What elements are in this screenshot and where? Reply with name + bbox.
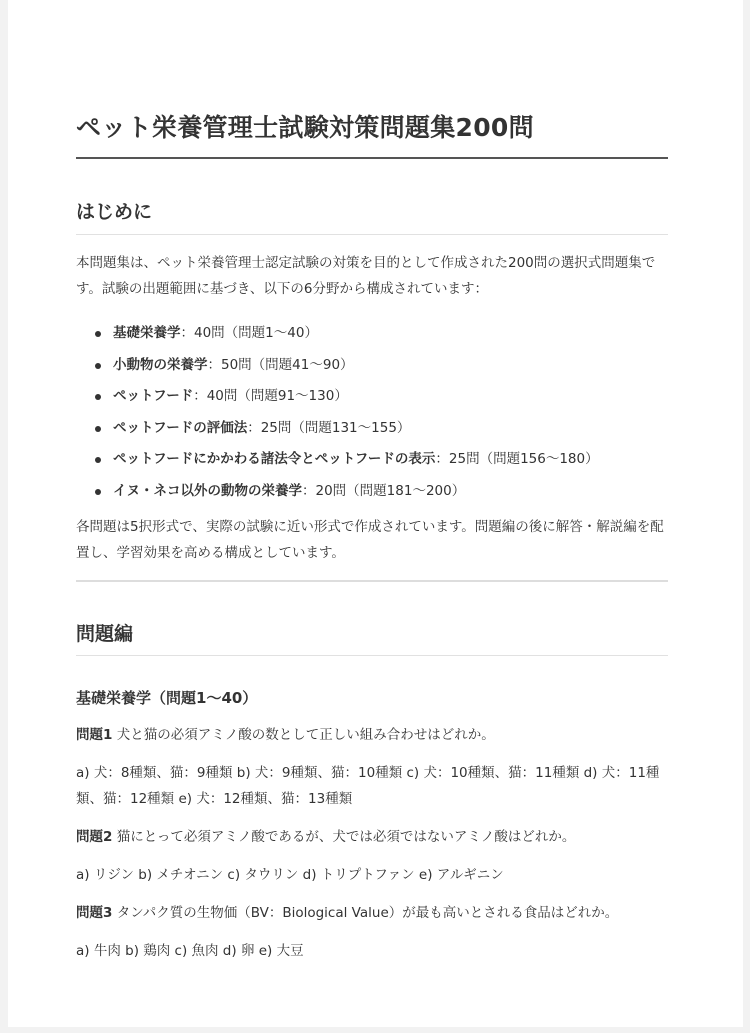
category-detail: ：40問（問題91〜130） bbox=[193, 388, 348, 404]
bullet-icon bbox=[95, 426, 101, 432]
list-item bbox=[76, 318, 668, 350]
question-3 bbox=[76, 900, 668, 926]
list-item bbox=[76, 350, 668, 382]
section-divider bbox=[76, 580, 668, 582]
category-name: 小動物の栄養学 bbox=[113, 356, 208, 373]
category-detail: ：50問（問題41〜90） bbox=[207, 356, 354, 373]
list-item bbox=[76, 476, 668, 508]
question-text: 犬と猫の必須アミノ酸の数として正しい組み合わせはどれか。 bbox=[112, 727, 495, 743]
intro-paragraph: 本問題集は、ペット栄養管理士認定試験の対策を目的として作成された200問の選択式問題集です。試験の出題範囲に基づき、以下の6分野から構成されています： bbox=[76, 255, 656, 297]
list-item bbox=[76, 444, 668, 476]
question-text: タンパク質の生物価（BV：Biological Value）が最も高いとされる食品はどれか。 bbox=[112, 905, 619, 921]
title-divider bbox=[76, 157, 668, 159]
list-item bbox=[76, 413, 668, 445]
bullet-icon bbox=[95, 363, 101, 369]
bullet-icon bbox=[95, 394, 101, 400]
category-detail: ：40問（問題1〜40） bbox=[180, 325, 318, 341]
question-1-options: a) 犬：8種類、猫：9種類 b) 犬：9種類、猫：10種類 c) 犬：10種類、猫：11種類 d) 犬：11種類、猫：12種類 e) 犬：12種類、猫：13種類 bbox=[76, 765, 660, 807]
question-2 bbox=[76, 824, 668, 850]
subsection-heading: 基礎栄養学（問題1〜40） bbox=[76, 689, 258, 707]
intro-heading-divider bbox=[76, 234, 668, 235]
question-1 bbox=[76, 722, 668, 748]
bullet-icon bbox=[95, 331, 101, 337]
intro-heading: はじめに bbox=[76, 201, 153, 223]
category-detail: ：20問（問題181〜200） bbox=[302, 482, 466, 499]
category-name: イヌ・ネコ以外の動物の栄養学 bbox=[113, 482, 302, 499]
question-text: 猫にとって必須アミノ酸であるが、犬では必須ではないアミノ酸はどれか。 bbox=[112, 829, 576, 845]
bullet-icon bbox=[95, 489, 101, 495]
document-page bbox=[8, 0, 743, 1027]
category-list bbox=[76, 318, 668, 507]
category-name: ペットフードにかかわる諸法令とペットフードの表示 bbox=[113, 451, 436, 467]
category-detail: ：25問（問題156〜180） bbox=[435, 451, 599, 467]
category-detail: ：25問（問題131〜155） bbox=[247, 419, 411, 436]
document-title: ペット栄養管理士試験対策問題集200問 bbox=[76, 113, 534, 142]
list-item bbox=[76, 381, 668, 413]
question-3-options: a) 牛肉 b) 鶏肉 c) 魚肉 d) 卵 e) 大豆 bbox=[76, 943, 304, 959]
problems-heading-divider bbox=[76, 655, 668, 656]
category-name: ペットフード bbox=[113, 388, 194, 404]
question-label: 問題1 bbox=[76, 727, 113, 743]
question-label: 問題3 bbox=[76, 905, 113, 921]
problems-heading: 問題編 bbox=[76, 623, 134, 645]
question-2-options: a) リジン b) メチオニン c) タウリン d) トリプトファン e) アルギニン bbox=[76, 867, 504, 883]
intro-format-paragraph: 各問題は5択形式で、実際の試験に近い形式で作成されています。問題編の後に解答・解説編を配置し、学習効果を高める構成としています。 bbox=[76, 519, 664, 561]
category-name: 基礎栄養学 bbox=[113, 325, 181, 341]
question-label: 問題2 bbox=[76, 829, 113, 845]
category-name: ペットフードの評価法 bbox=[113, 419, 248, 436]
bullet-icon bbox=[95, 457, 101, 463]
